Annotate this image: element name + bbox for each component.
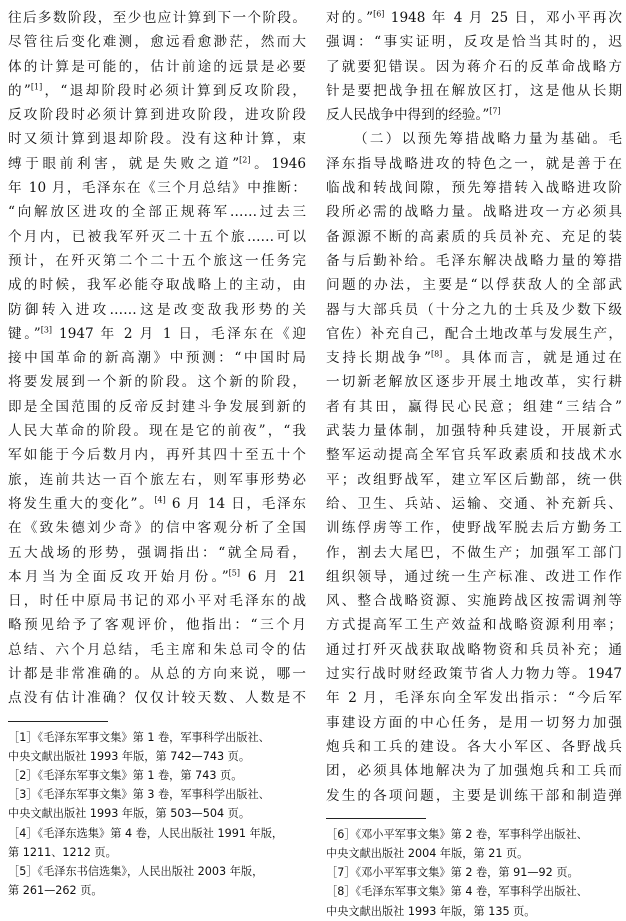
text-line: 组织领导，通过统一生产标准、改进工作作 [326,568,622,585]
footnote-line: 中央文献出版社 1993 年版，第 135 页。 [326,904,536,918]
text-line: 键。”[3] 1947 年 2 月 1 日，毛泽东在《迎 [8,325,306,342]
text-line: 问题的办法，主要是“以俘获敌人的全部武 [326,277,622,294]
text-line: 备与后勤补给。毛泽东解决战略力量的筹措 [326,252,622,269]
text-line: 方式提高军工生产效益和战略资源利用率； [326,617,622,634]
text-line: 五大战场的形势，强调指出：“就全局看， [8,544,306,561]
text-line: 在《致朱德刘少奇》的信中客观分析了全国 [8,520,306,537]
text-line: 计都是非常准确的。从总的方向来说，哪一 [8,666,306,683]
text-line: 人民大革命的阶段。现在是它的前夜”，“我 [8,423,306,440]
text-line: 训练俘虏等工作，使野战军脱去后方勤务工 [326,520,622,537]
text-line: 缚于眼前利害，就是失败之道”[2]。1946 [8,155,306,172]
text-line: 日，时任中原局书记的邓小平对毛泽东的战 [8,593,306,610]
footnote-ref: [7] [489,106,501,116]
text-line: 平；改组野战军，建立军区后勤部，统一供 [326,471,622,488]
text-line: 总结、六个月总结，毛主席和朱总司令的估 [8,641,306,658]
footnote-line: 中央文献出版社 2004 年版，第 21 页。 [326,846,529,860]
text-line: 了就要犯错误。因为蒋介石的反革命战略方 [326,58,622,75]
text-line: “向解放区进攻的全部正规蒋军……过去三 [8,204,306,221]
text-line: 团，必须具体地解决为了加强炮兵和工兵而 [326,763,622,780]
right-body-text [326,6,622,808]
footnote-ref: [4] [154,495,166,505]
text-line: （二）以预先筹措战略力量为基础。毛 [354,131,622,148]
footnote-line: ［1］《毛泽东军事文集》第 1 卷，军事科学出版社、 [8,730,270,744]
text-line: 旅，连前共达一百个旅左右，则军事形势必 [8,471,306,488]
text-line: 个月内，已被我军歼灭二十五个旅……可以 [8,228,306,245]
text-line: 成的时候，我军必能夺取战略上的主动，由 [8,277,306,294]
text-line: 给、卫生、兵站、运输、交通、补充新兵、 [326,495,622,512]
text-line: 防御转入进攻……这是改变敌我形势的关 [8,301,306,318]
text-line: 者有其田，赢得民心民意；组建“三结合” [326,398,622,415]
text-line: 将要发展到一个新的阶段。这个新的阶段， [8,374,306,391]
footnote-ref: [1] [30,82,43,92]
text-line: 武装力量体制，加强特种兵建设，开展新式 [326,423,622,440]
right-column [326,6,622,921]
text-line: 体的计算是可能的，估计前途的远景是必要 [8,58,306,75]
text-line: 尽管往后变化难测，愈远看愈渺茫，然而大 [8,34,306,51]
text-line: 年 10 月，毛泽东在《三个月总结》中推断： [8,180,306,197]
footnote-line: ［4］《毛泽东选集》第 4 卷，人民出版社 1991 年版， [8,826,284,840]
footnote-line: ［2］《毛泽东军事文集》第 1 卷，第 743 页。 [8,768,243,782]
text-line: 反攻阶段时必须计算到进攻阶段，进攻阶段 [8,107,306,124]
text-line: 官佐）补充自己，配合土地改革与发展生产， [326,325,622,342]
text-line: 段所必需的战略力量。战略进攻一方必须具 [326,204,622,221]
text-line: 时又须计算到退却阶段。没有这种计算，束 [8,131,306,148]
left-body-text [8,6,306,711]
footnote-line: ［8］《毛泽东军事文集》第 4 卷，军事科学出版社、 [326,885,588,899]
text-line: 风、整合战略资源、实施跨战区按需调剂等 [326,593,622,610]
text-line: 即是全国范围的反帝反封建斗争发展到新的 [8,398,306,415]
text-line: 将发生重大的变化”。[4] 6 月 14 日，毛泽东 [8,495,306,512]
text-line: 略预见给予了客观评价，他指出：“三个月 [8,617,306,634]
footnote-line: 第 1211、1212 页。 [8,845,117,859]
footnote-line: ［6］《邓小平军事文集》第 2 卷，军事科学出版社、 [326,827,588,841]
footnote-ref: [2] [239,155,251,165]
text-line: 本月当为全面反攻开始月份。”[5] 6 月 21 [8,568,306,585]
text-line: 军如能于今后数月内，再歼其四十至五十个 [8,447,306,464]
text-line: 年 2 月，毛泽东向全军发出指示：“今后军 [326,690,622,707]
text-line: 点没有估计准确？仅仅计较天数、人数是不 [8,690,306,707]
footnote-line: ［3］《毛泽东军事文集》第 3 卷，军事科学出版社、 [8,788,270,802]
text-line: 一切新老解放区逐步开展土地改革，实行耕 [326,374,622,391]
footnote-line: ［7］《邓小平军事文集》第 2 卷，第 91—92 页。 [326,866,579,880]
footnote-ref: [6] [373,9,385,19]
text-line: 通过打歼灭战获取战略物资和兵员补充；通 [326,641,622,658]
text-line: 发生的各项问题，主要是训练干部和制造弹 [326,787,622,804]
left-column [8,6,306,900]
text-line: 反人民战争中得到的经验。”[7] [326,106,501,124]
footnote-ref: [3] [40,325,53,335]
footnote-ref: [5] [228,568,241,578]
text-line: 的”[1]，“退却阶段时必须计算到反攻阶段， [8,82,306,99]
text-line: 针是要把战争扭在解放区打，这是他从长期 [326,82,622,99]
text-line: 预计，在歼灭第二个二十五个旅这一任务完 [8,252,306,269]
text-line: 强调：“事实证明，反攻是恰当其时的，迟 [326,34,622,51]
footnote-line: ［5］《毛泽东书信选集》，人民出版社 2003 年版， [8,864,264,878]
text-line: 作，割去大尾巴，不做生产；加强军工部门 [326,544,622,561]
footnote-ref: [8] [430,349,443,359]
footnote-line: 中央文献出版社 1993 年版，第 503—504 页。 [8,807,251,821]
right-footnotes [326,825,622,921]
right-spacer [326,808,622,818]
text-line: 炮兵和工兵的建设。各大小军区、各野战兵 [326,738,622,755]
text-line: 器与大部兵员（十分之九的士兵及少数下级 [326,301,622,318]
left-footnotes [8,728,306,901]
footnote-line: 中央文献出版社 1993 年版，第 742—743 页。 [8,749,251,763]
left-spacer [8,711,306,721]
footnote-line: 第 261—262 页。 [8,884,103,898]
text-line: 临战和转战间隙，预先筹措转入战略进攻阶 [326,180,622,197]
text-line: 泽东指导战略进攻的特色之一，就是善于在 [326,155,622,172]
text-line: 支持长期战争”[8]。具体而言，就是通过在 [326,349,622,367]
text-line: 接中国革命的新高潮》中预测：“中国时局 [8,350,306,367]
text-line: 事建设方面的中心任务，是用一切努力加强 [326,714,622,731]
text-line: 对的。”[6] 1948 年 4 月 25 日，邓小平再次 [326,9,622,26]
text-line: 过实行战时财经政策节省人力物力等。1947 [326,666,622,683]
text-line: 整军运动提高全军官兵军政素质和技战术水 [326,447,622,464]
text-line: 往后多数阶段，至少也应计算到下一个阶段。 [8,10,306,26]
text-line: 备源源不断的高素质的兵员补充、充足的装 [326,228,622,245]
